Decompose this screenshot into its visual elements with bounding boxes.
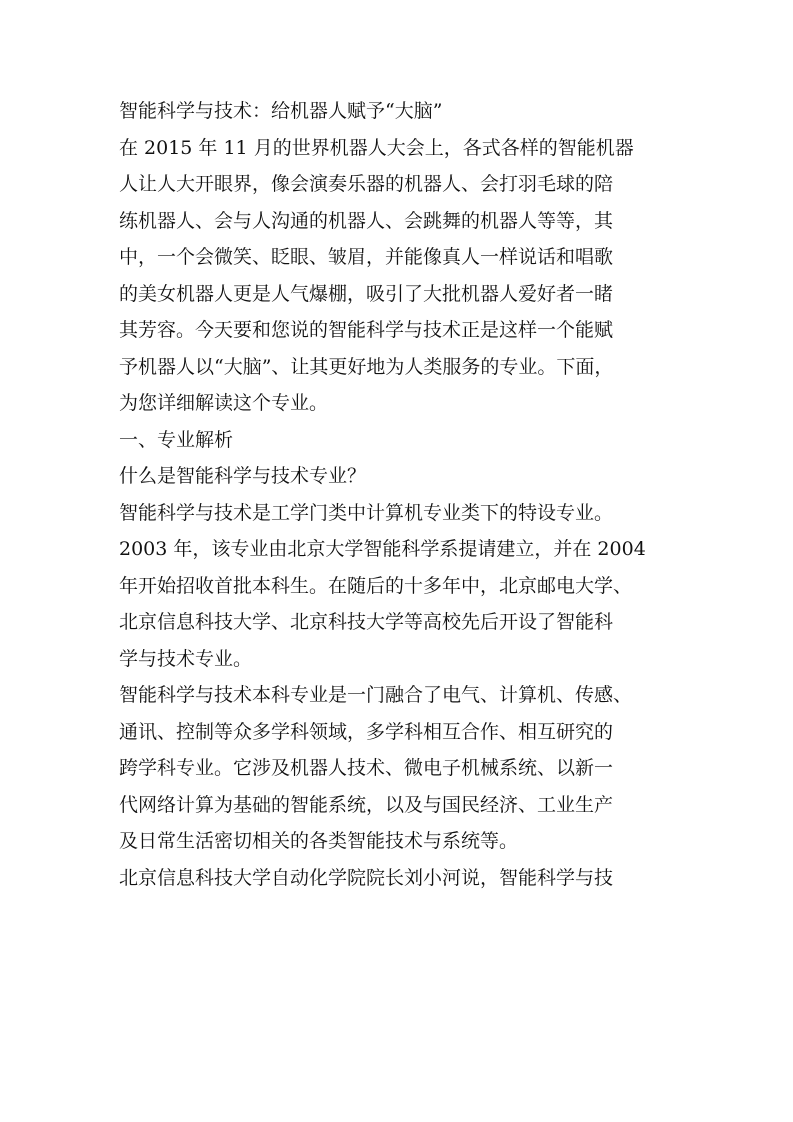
paragraph-line: 年开始招收首批本科生。在随后的十多年中，北京邮电大学、 [119, 574, 633, 597]
paragraph-line: 中，一个会微笑、眨眼、皱眉，并能像真人一样说话和唱歌 [119, 246, 614, 268]
paragraph-line: 代网络计算为基础的智能系统，以及与国民经济、工业生产 [119, 793, 614, 816]
paragraph-line: 练机器人、会与人沟通的机器人、会跳舞的机器人等等，其 [119, 209, 614, 232]
paragraph-line: 及日常生活密切相关的各类智能技术与系统等。 [119, 830, 519, 852]
document-title: 智能科学与技术：给机器人赋予“大脑” [119, 100, 443, 122]
paragraph-line: 为您详细解读这个专业。 [119, 392, 329, 414]
paragraph-line: 北京信息科技大学、北京科技大学等高校先后开设了智能科 [119, 611, 614, 633]
paragraph-line: 在 2015 年 11 月的世界机器人大会上，各式各样的智能机器 [119, 136, 634, 159]
paragraph-line: 的美女机器人更是人气爆棚，吸引了大批机器人爱好者一睹 [119, 282, 614, 305]
document-body [119, 93, 679, 896]
paragraph-line: 学与技术专业。 [119, 647, 253, 670]
paragraph-line: 跨学科专业。它涉及机器人技术、微电子机械系统、以新一 [119, 757, 614, 779]
paragraph-line: 2003 年，该专业由北京大学智能科学系提请建立，并在 2004 [119, 538, 646, 560]
paragraph-line: 智能科学与技术是工学门类中计算机专业类下的特设专业。 [119, 501, 614, 524]
paragraph-line: 通讯、控制等众多学科领域，多学科相互合作、相互研究的 [119, 720, 614, 743]
paragraph-line: 其芳容。今天要和您说的智能科学与技术正是这样一个能赋 [119, 319, 614, 341]
paragraph-line: 智能科学与技术本科专业是一门融合了电气、计算机、传感、 [119, 684, 633, 706]
paragraph-line: 人让人大开眼界，像会演奏乐器的机器人、会打羽毛球的陪 [119, 173, 614, 195]
paragraph-line: 北京信息科技大学自动化学院院长刘小河说，智能科学与技 [119, 866, 614, 889]
question-heading: 什么是智能科学与技术专业？ [119, 465, 367, 487]
section-heading: 一、专业解析 [119, 428, 234, 451]
paragraph-line: 予机器人以“大脑”、让其更好地为人类服务的专业。下面， [119, 355, 614, 378]
